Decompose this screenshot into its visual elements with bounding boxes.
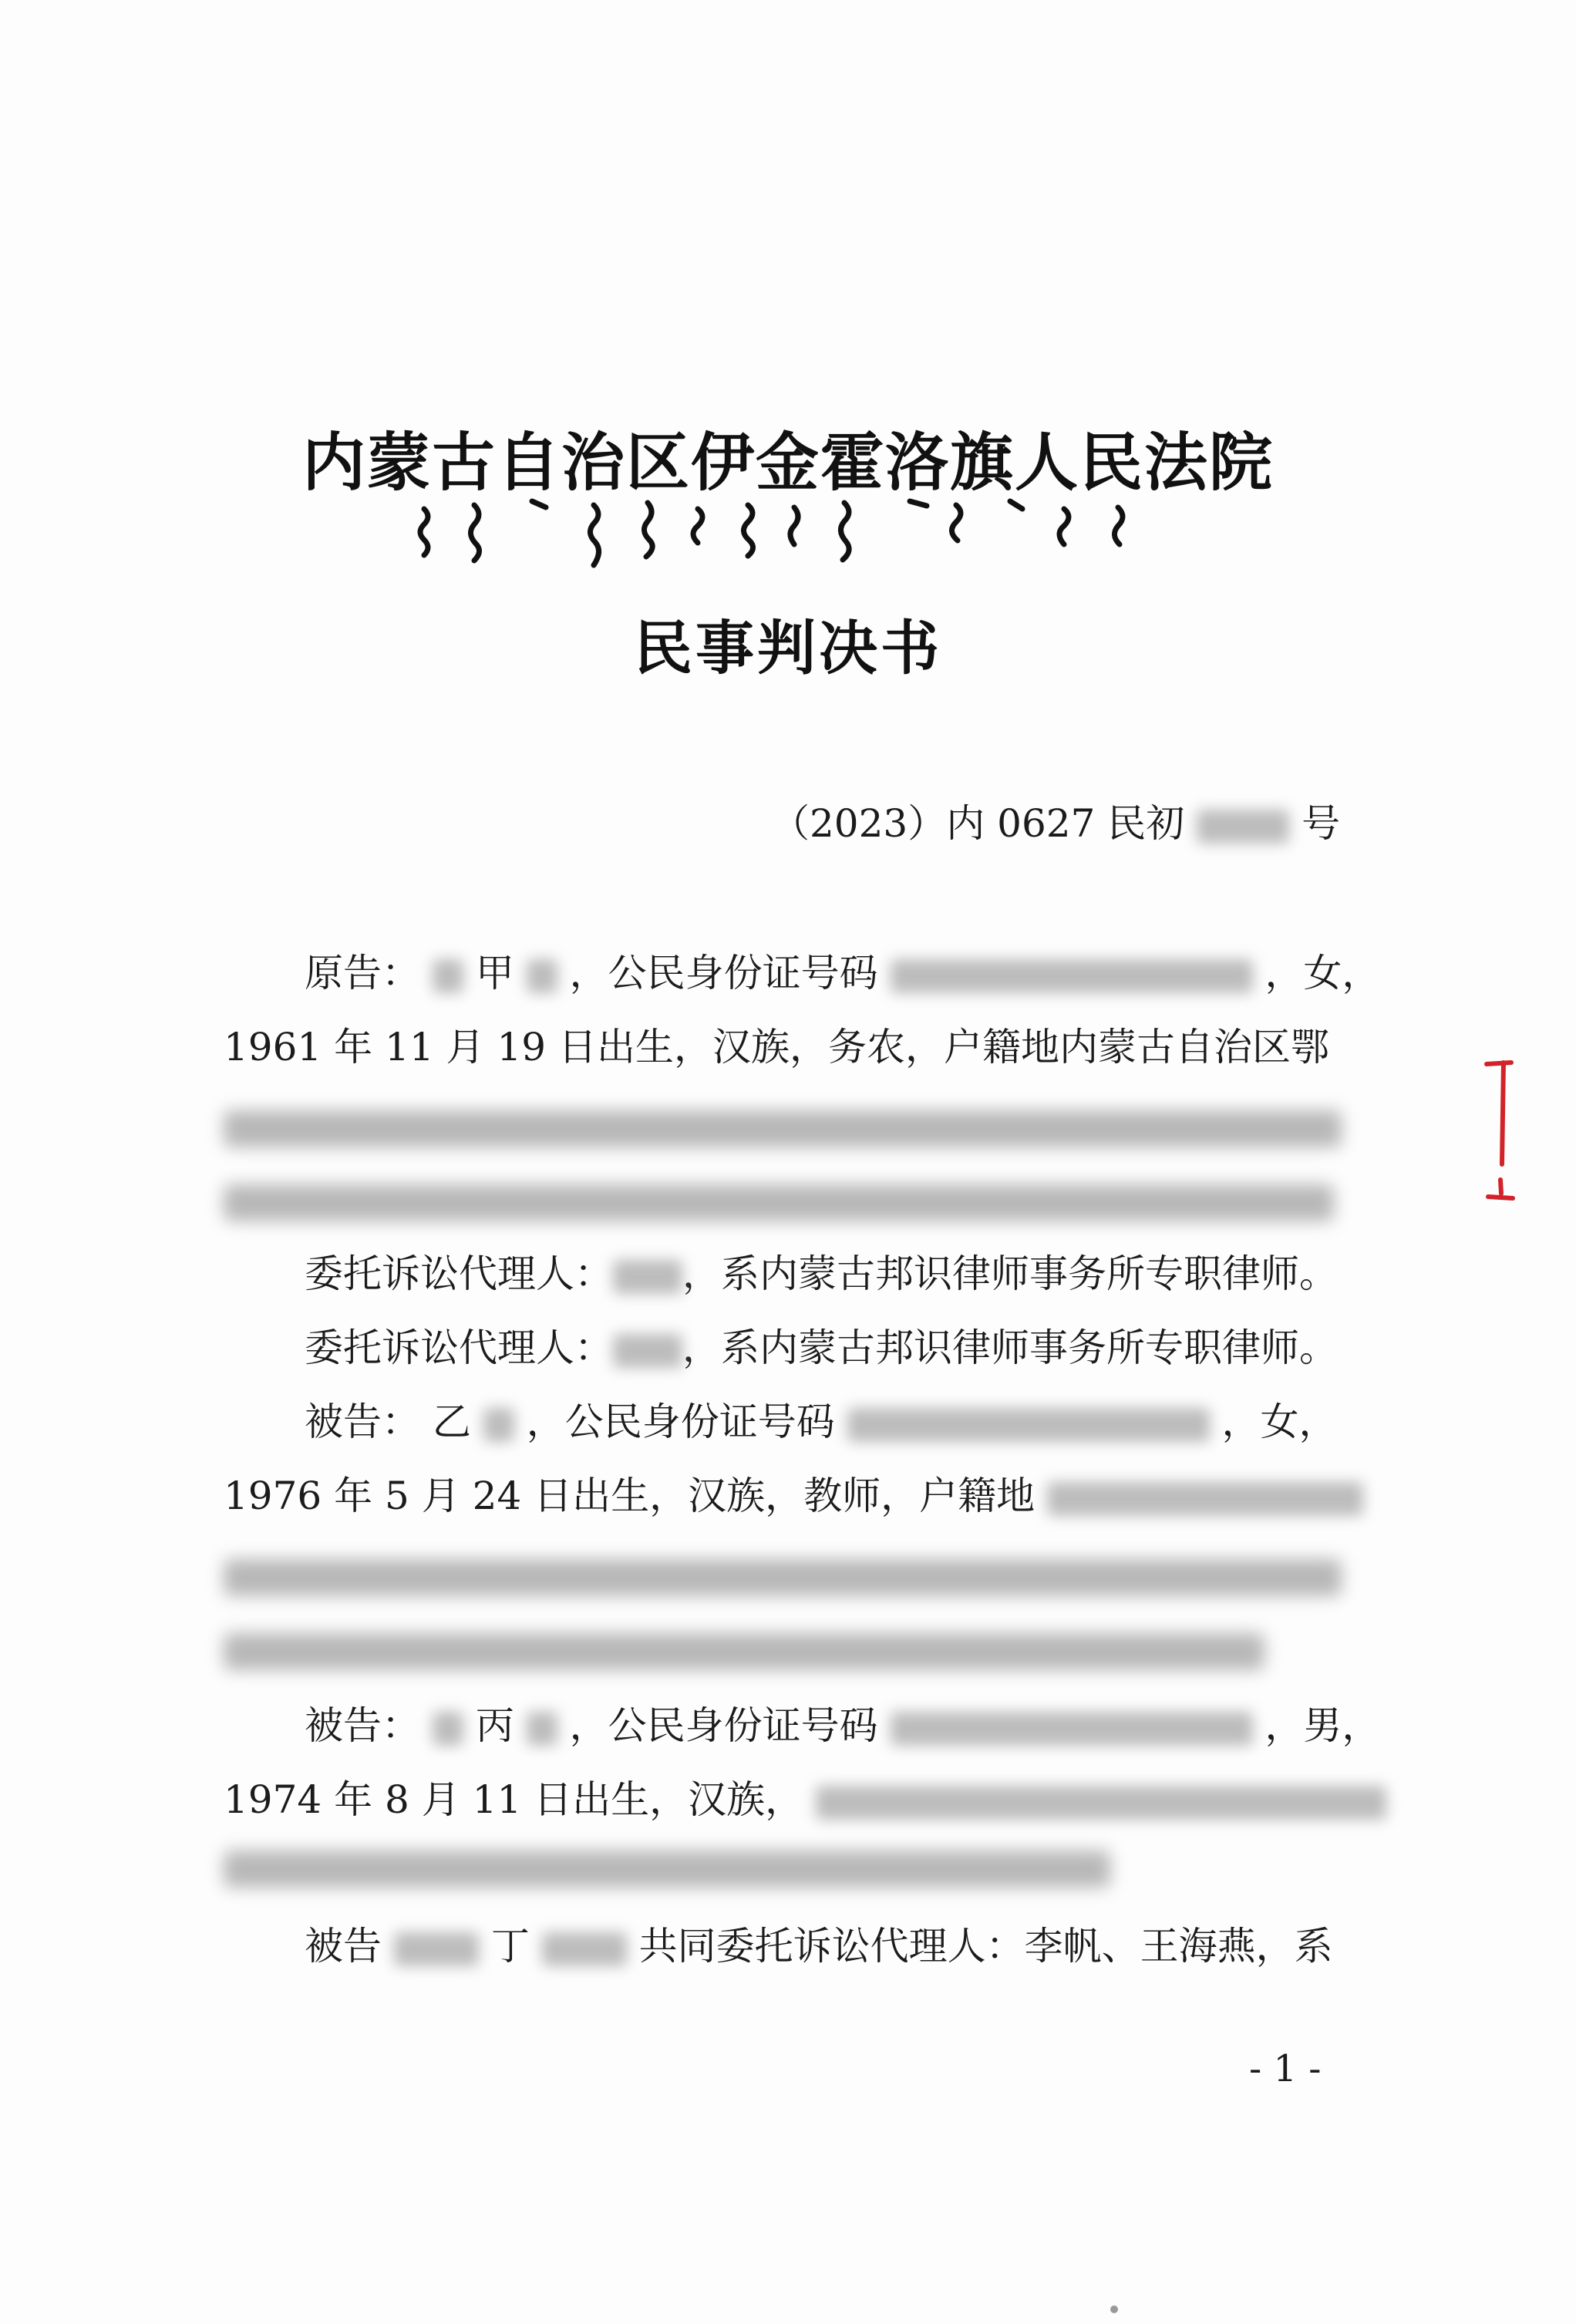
plaintiff-id-label: ，公民身份证号码 (569, 951, 878, 995)
defendant3-label: 被告 (305, 1924, 382, 1969)
redacted-address-line (224, 1110, 1342, 1147)
redacted-address-line (224, 1851, 1110, 1888)
agent2-label: 委托诉讼代理人： (305, 1325, 613, 1370)
agent1-rest: ，系内蒙古邦识律师事务所专职律师。 (682, 1251, 1338, 1296)
defendant2-birth-line (224, 1777, 1386, 1823)
scan-speck (1110, 2305, 1118, 2313)
redacted-id-number (847, 1408, 1210, 1442)
mongolian-court-name-graphic (416, 493, 1172, 571)
redacted-names (394, 1932, 479, 1966)
plaintiff-line (305, 950, 1380, 996)
defendant1-gender: ，女， (1221, 1399, 1338, 1444)
agent1-line (305, 1251, 1338, 1297)
redacted-given-name (527, 959, 557, 993)
joint-agent-line (305, 1923, 1333, 1969)
defendant2-id-label: ，公民身份证号码 (569, 1703, 878, 1748)
redacted-occupation-address (816, 1786, 1386, 1820)
document-title: 民事判决书 (634, 614, 942, 682)
plaintiff-name: 甲 (475, 951, 514, 995)
redacted-agent-name (613, 1334, 682, 1368)
red-bracket-mark (1480, 1056, 1519, 1203)
redacted-surname (433, 1712, 463, 1746)
redacted-id-number (891, 959, 1253, 993)
court-name: 内蒙古自治区伊金霍洛旗人民法院 (301, 426, 1274, 500)
defendant1-name: 乙 (432, 1399, 471, 1444)
defendant1-label: 被告： (305, 1399, 420, 1444)
redacted-address-line (224, 1559, 1342, 1596)
case-number (771, 793, 1340, 848)
redacted-address-line (224, 1633, 1265, 1670)
agent2-rest: ，系内蒙古邦识律师事务所专职律师。 (682, 1325, 1338, 1370)
redacted-id-number (891, 1712, 1253, 1746)
defendant1-line (305, 1399, 1338, 1445)
case-number-suffix: 号 (1302, 801, 1341, 846)
plaintiff-birth-line: 1961 年 11 月 19 日出生，汉族，务农，户籍地内蒙古自治区鄂 (224, 1025, 1329, 1069)
case-number-prefix: （2023）内 0627 民初 (771, 801, 1185, 846)
plaintiff-label: 原告： (305, 951, 420, 995)
defendant2-label: 被告： (305, 1703, 420, 1748)
joint-agent-text: 共同委托诉讼代理人：李帆、王海燕，系 (638, 1924, 1333, 1969)
defendant1-id-label: ，公民身份证号码 (526, 1399, 835, 1444)
redacted-address (1047, 1482, 1363, 1516)
agent2-line (305, 1325, 1338, 1371)
redacted-agent-name (613, 1260, 682, 1294)
agent1-label: 委托诉讼代理人： (305, 1251, 613, 1296)
defendant2-line (305, 1703, 1380, 1749)
defendant2-birth-text: 1974 年 8 月 11 日出生，汉族， (224, 1777, 804, 1822)
redacted-address-line (224, 1184, 1334, 1221)
defendant1-birth-line (224, 1473, 1363, 1519)
page-number: - 1 - (1249, 2047, 1322, 2090)
plaintiff-gender: ，女， (1265, 951, 1381, 995)
defendant2-gender: ，男， (1265, 1703, 1381, 1748)
defendant1-birth-text: 1976 年 5 月 24 日出生，汉族，教师，户籍地 (224, 1474, 1036, 1518)
defendant2-name: 丙 (475, 1703, 514, 1748)
redacted-given-name (527, 1712, 557, 1746)
redacted-surname (433, 959, 463, 993)
redacted-case-number (1197, 810, 1289, 844)
defendant3-name: 丁 (490, 1924, 530, 1969)
redacted-names (542, 1932, 627, 1966)
redacted-given-name (483, 1408, 514, 1442)
